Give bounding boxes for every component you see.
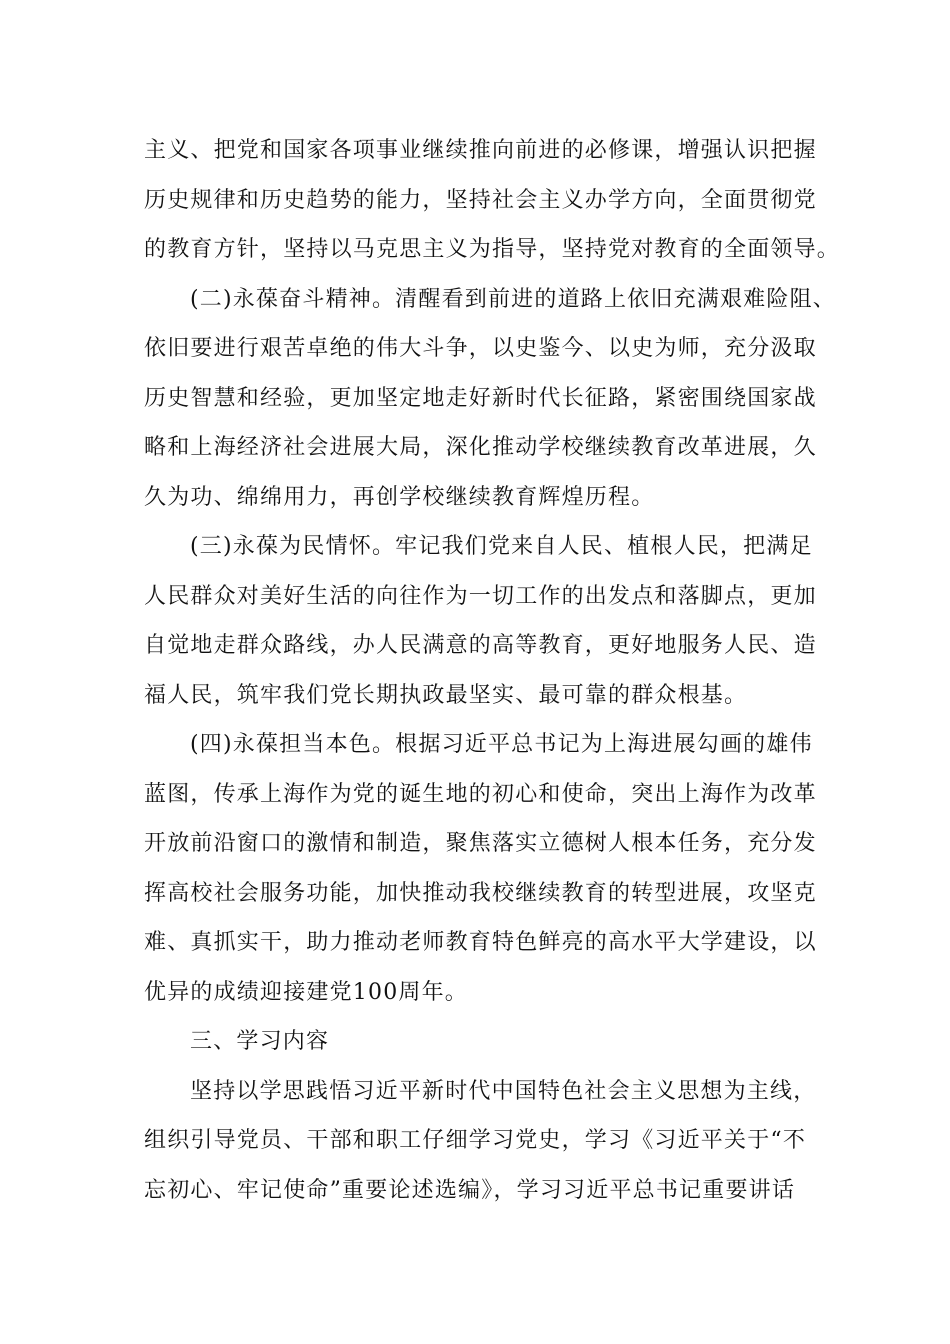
section-title: 三、学习内容 bbox=[190, 1029, 330, 1054]
paragraph-study-content bbox=[144, 1067, 834, 1216]
document-body bbox=[144, 126, 841, 1215]
text-line: 福人民，筑牢我们党长期执政最坚实、最可靠的群众根基。 bbox=[144, 682, 748, 708]
paragraph-continuation bbox=[144, 126, 841, 275]
text-line: 忘初心、牢记使命”重要论述选编》，学习习近平总书记重要讲话 bbox=[144, 1177, 796, 1203]
text-line: (三)永葆为民情怀。牢记我们党来自人民、植根人民，把满足 bbox=[190, 534, 813, 559]
text-line: 略和上海经济社会进展大局，深化推动学校继续教育改革进展，久 bbox=[144, 435, 817, 460]
paragraph-responsibility bbox=[144, 720, 834, 1017]
text-line: 主义、把党和国家各项事业继续推向前进的必修课，增强认识把握 bbox=[144, 138, 817, 163]
text-line: 蓝图，传承上海作为党的诞生地的初心和使命，突出上海作为改革 bbox=[144, 781, 817, 807]
text-line: 历史智慧和经验，更加坚定地走好新时代长征路，紧密围绕国家战 bbox=[144, 385, 817, 411]
text-line: 组织引导党员、干部和职工仔细学习党史，学习《习近平关于“不 bbox=[144, 1128, 807, 1153]
text-line: 久为功、绵绵用力，再创学校继续教育辉煌历程。 bbox=[144, 484, 655, 510]
section-heading bbox=[144, 1017, 834, 1067]
text-line: 的教育方针，坚持以马克思主义为指导，坚持党对教育的全面领导。 bbox=[144, 237, 841, 262]
text-line: (二)永葆奋斗精神。清醒看到前进的道路上依旧充满艰难险阻、 bbox=[190, 286, 836, 312]
text-line: 自觉地走群众路线，办人民满意的高等教育，更好地服务人民、造 bbox=[144, 633, 817, 658]
text-line: 优异的成绩迎接建党100周年。 bbox=[144, 979, 468, 1005]
paragraph-people-first bbox=[144, 522, 834, 720]
text-line: (四)永葆担当本色。根据习近平总书记为上海进展勾画的雄伟 bbox=[190, 732, 813, 757]
text-line: 坚持以学思践悟习近平新时代中国特色社会主义思想为主线， bbox=[190, 1078, 817, 1104]
text-line: 历史规律和历史趋势的能力，坚持社会主义办学方向，全面贯彻党 bbox=[144, 187, 817, 213]
text-line: 挥高校社会服务功能，加快推动我校继续教育的转型进展，攻坚克 bbox=[144, 880, 817, 906]
text-line: 难、真抓实干，助力推动老师教育特色鲜亮的高水平大学建设，以 bbox=[144, 930, 817, 955]
paragraph-struggle-spirit bbox=[144, 275, 834, 523]
text-line: 人民群众对美好生活的向往作为一切工作的出发点和落脚点，更加 bbox=[144, 583, 817, 609]
text-line: 开放前沿窗口的激情和制造，聚焦落实立德树人根本任务，充分发 bbox=[144, 831, 817, 856]
text-line: 依旧要进行艰苦卓绝的伟大斗争，以史鉴今、以史为师，充分汲取 bbox=[144, 336, 817, 361]
